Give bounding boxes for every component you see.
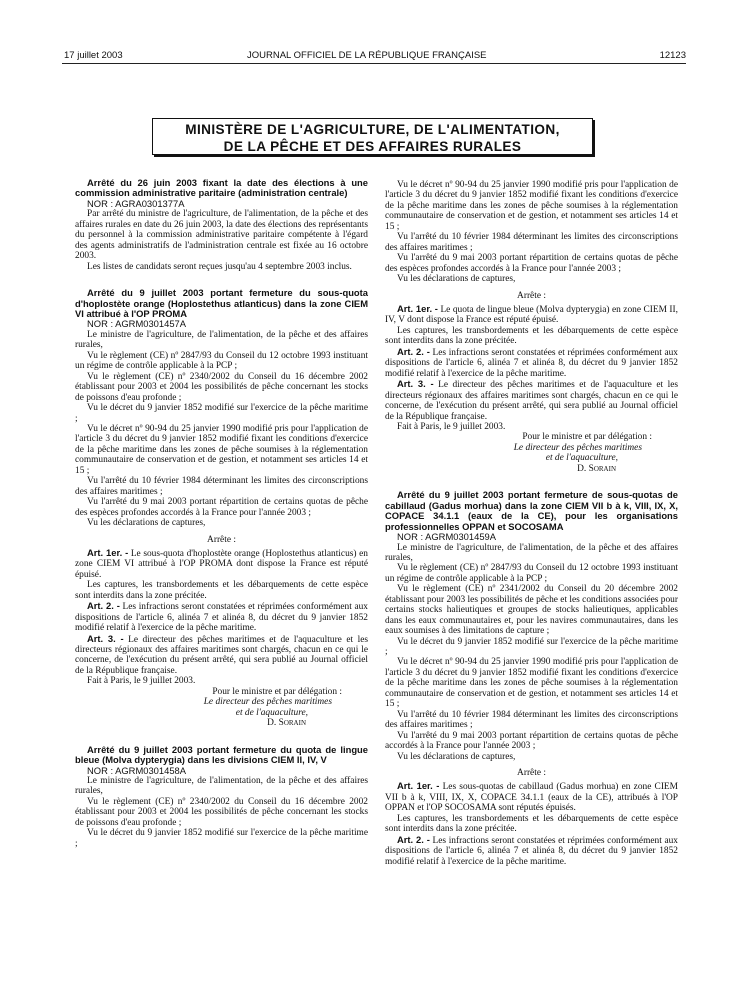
paragraph: Vu l'arrêté du 10 février 1984 déterminant les limites des circonscriptions des affaires maritimes ;	[385, 232, 678, 253]
header-journal-title: JOURNAL OFFICIEL DE LA RÉPUBLIQUE FRANÇAISE	[247, 50, 487, 61]
decree-lingue-bleue-continued	[385, 180, 678, 474]
paragraph: Vu le décret nº 90-94 du 25 janvier 1990 modifié pris pour l'application de l'article 3 du décret du 9 janvier 1852 modifié fixant les conditions d'exercice de la pêche maritime dans les zones de pêche soumises à la réglementation communautaire de conservation et de gestion, et notamment ses articles 14 et 15 ;	[385, 657, 678, 710]
paragraph: Les captures, les transbordements et les débarquements de cette espèce sont interdits dans la zone précitée.	[385, 813, 678, 835]
paragraph: Vu l'arrêté du 10 février 1984 déterminant les limites des circonscriptions des affaires maritimes ;	[75, 476, 368, 497]
fait-line: Fait à Paris, le 9 juillet 2003.	[87, 676, 196, 687]
paragraph: Vu le décret du 9 janvier 1852 modifié sur l'exercice de la pêche maritime ;	[75, 403, 368, 424]
arrete-heading: Arrête :	[517, 290, 546, 301]
signature-line: Pour le ministre et par délégation :	[522, 432, 652, 443]
arrete-heading: Arrête :	[207, 534, 236, 545]
arrete-heading: Arrête :	[517, 768, 546, 779]
paragraph: Vu le règlement (CE) nº 2847/93 du Conseil du 12 octobre 1993 instituant un régime de contrôle applicable à la PCP ;	[75, 350, 368, 372]
left-column	[75, 178, 368, 849]
article-2: Art. 2. - Les infractions seront constatées et réprimées conformément aux dispositions de l'article 6, alinéa 7 et alinéa 8, du décret du 9 janvier 1852 modifié relatif à l'exercice de la pêche maritime.	[385, 833, 678, 867]
decree-cabillaud	[385, 490, 678, 867]
right-column	[385, 180, 678, 867]
header-rule	[62, 63, 686, 64]
decree-title: Arrêté du 9 juillet 2003 portant fermeture du sous-quota d'hoplostète orange (Hoplostethus atlanticus) dans la zone CIEM VI attribué à l'OP PROMA	[75, 287, 368, 319]
decree-title: Arrêté du 9 juillet 2003 portant fermeture de sous-quotas de cabillaud (Gadus morhua) dans la zone CIEM VII b à k, VIII, IX, X, COPACE 34.1.1 (eaux de la CE), pour les organisations professionnelles OPPAN et SOCOSAMA	[385, 489, 678, 532]
paragraph: Le ministre de l'agriculture, de l'alimentation, de la pêche et des affaires rurales,	[385, 542, 678, 563]
nor-reference: NOR : AGRM0301457A	[87, 318, 187, 330]
paragraph: Vu l'arrêté du 9 mai 2003 portant répartition de certains quotas de pêche des espèces profondes accordés à la France pour l'année 2003 ;	[75, 497, 368, 518]
nor-reference: NOR : AGRA0301377A	[87, 197, 185, 209]
ministry-line-2: DE LA PÊCHE ET DES AFFAIRES RURALES	[223, 139, 522, 154]
paragraph: Vu le règlement (CE) nº 2340/2002 du Conseil du 16 décembre 2002 établissant pour 2003 et 2004 les possibilités de pêche concernant les stocks de poissons d'eau profonde ;	[75, 796, 368, 828]
article-2: Art. 2. - Les infractions seront constatées et réprimées conformément aux dispositions de l'article 6, alinéa 7 et alinéa 8, du décret du 9 janvier 1852 modifié relatif à l'exercice de la pêche maritime.	[385, 345, 678, 379]
fait-line: Fait à Paris, le 9 juillet 2003.	[397, 421, 506, 432]
signatory-name: D. Sorain	[267, 718, 306, 729]
paragraph: Vu le règlement (CE) nº 2340/2002 du Conseil du 16 décembre 2002 établissant pour 2003 et 2004 les possibilités de pêche concernant les stocks de poissons d'eau profonde ;	[75, 371, 368, 403]
paragraph: Vu le décret du 9 janvier 1852 modifié sur l'exercice de la pêche maritime ;	[75, 828, 368, 849]
decree-lingue-bleue	[75, 745, 368, 850]
page-header	[0, 50, 748, 64]
paragraph: Vu les déclarations de captures,	[397, 274, 516, 285]
paragraph: Vu le décret du 9 janvier 1852 modifié sur l'exercice de la pêche maritime ;	[385, 636, 678, 658]
nor-reference: NOR : AGRM0301458A	[87, 764, 187, 776]
signature-line: Pour le ministre et par délégation :	[212, 686, 342, 697]
decree-title: Arrêté du 9 juillet 2003 portant fermeture du quota de lingue bleue (Molva dypterygia) dans les divisions CIEM II, IV, V	[75, 743, 368, 766]
paragraph: Vu les déclarations de captures,	[87, 518, 206, 529]
paragraph: Vu le décret nº 90-94 du 25 janvier 1990 modifié pris pour l'application de l'article 3 du décret du 9 janvier 1852 modifié fixant les conditions d'exercice de la pêche maritime dans les zones de pêche soumises à la réglementation communautaire de conservation et de gestion, et notamment ses articles 14 et 15 ;	[75, 423, 368, 476]
paragraph: Les captures, les transbordements et les débarquements de cette espèce sont interdits dans la zone précitée.	[385, 325, 678, 347]
signatory-name: D. Sorain	[577, 463, 616, 474]
article-1: Art. 1er. - Le sous-quota d'hoplostète orange (Hoplostethus atlanticus) en zone CIEM VI attribué à l'OP PROMA dont dispose la France est réputé épuisé.	[75, 546, 368, 580]
signature-title: Le directeur des pêches maritimes	[513, 442, 642, 453]
signature-title: et de l'aquaculture,	[545, 453, 618, 464]
paragraph: Vu le règlement (CE) nº 2847/93 du Conseil du 12 octobre 1993 instituant un régime de contrôle applicable à la PCP ;	[385, 563, 678, 584]
article-2: Art. 2. - Les infractions seront constatées et réprimées conformément aux dispositions de l'article 6, alinéa 7 et alinéa 8, du décret du 9 janvier 1852 modifié relatif à l'exercice de la pêche maritime.	[75, 600, 368, 634]
paragraph: Par arrêté du ministre de l'agriculture, de l'alimentation, de la pêche et des affaires rurales en date du 26 juin 2003, la date des élections des représentants du personnel à la commission administrative paritaire compétente à l'égard des agents administratifs de l'administration centrale est fixée au 16 octobre 2003.	[75, 209, 368, 262]
decree-elections	[75, 178, 368, 272]
paragraph: Vu l'arrêté du 10 février 1984 déterminant les limites des circonscriptions des affaires maritimes ;	[385, 709, 678, 731]
signature-title: et de l'aquaculture,	[235, 707, 308, 718]
article-3: Art. 3. - Le directeur des pêches maritimes et de l'aquaculture et les directeurs régionaux des affaires maritimes sont chargés, chacun en ce qui le concerne, de l'exécution du présent arrêté, qui sera publié au Journal officiel de la République française.	[75, 632, 369, 676]
paragraph: Les listes de candidats seront reçues jusqu'au 4 septembre 2003 inclus.	[87, 261, 352, 272]
signature-title: Le directeur des pêches maritimes	[203, 697, 332, 708]
header-date: 17 juillet 2003	[64, 50, 123, 61]
decree-title: Arrêté du 26 juin 2003 fixant la date des élections à une commission administrative paritaire (administration centrale)	[75, 177, 368, 199]
paragraph: Vu l'arrêté du 9 mai 2003 portant répartition de certains quotas de pêche accordés à la France pour l'année 2003 ;	[385, 730, 678, 752]
decree-hoplostete	[75, 288, 368, 729]
paragraph: Vu l'arrêté du 9 mai 2003 portant répartition de certains quotas de pêche des espèces profondes accordés à la France pour l'année 2003 ;	[385, 253, 678, 274]
paragraph: Vu le règlement (CE) nº 2341/2002 du Conseil du 20 décembre 2002 établissant pour 2003 les possibilités de pêche et les conditions associées pour certains stocks halieutiques et groupes de stocks halieutiques, applicables dans les eaux communautaires et, pour les navires communautaires, dans les eaux soumises à des limitations de capture ;	[385, 584, 678, 637]
paragraph: Le ministre de l'agriculture, de l'alimentation, de la pêche et des affaires rurales,	[75, 776, 368, 797]
ministry-line-1: MINISTÈRE DE L'AGRICULTURE, DE L'ALIMENTATION,	[185, 122, 560, 137]
article-1: Art. 1er. - Les sous-quotas de cabillaud (Gadus morhua) en zone CIEM VII b à k, VIII, IX, X, COPACE 34.1.1 (eaux de la CE), attribués à l'OP OPPAN et l'OP SOCOSAMA sont réputés épuisés.	[385, 780, 678, 814]
paragraph: Vu les déclarations de captures,	[397, 751, 516, 762]
article-3: Art. 3. - Le directeur des pêches maritimes et de l'aquaculture et les directeurs régionaux des affaires maritimes sont chargés, chacun en ce qui le concerne, de l'exécution du présent arrêté, qui sera publié au Journal officiel de la République française.	[385, 378, 679, 422]
article-1: Art. 1er. - Le quota de lingue bleue (Molva dypterygia) en zone CIEM II, IV, V dont dispose la France est réputé épuisé.	[385, 302, 679, 326]
ministry-box	[152, 118, 593, 155]
paragraph: Les captures, les transbordements et les débarquements de cette espèce sont interdits dans la zone précitée.	[75, 580, 368, 601]
nor-reference: NOR : AGRM0301459A	[397, 531, 497, 543]
paragraph: Le ministre de l'agriculture, de l'alimentation, de la pêche et des affaires rurales,	[75, 329, 368, 351]
header-page-number: 12123	[659, 50, 686, 61]
paragraph: Vu le décret nº 90-94 du 25 janvier 1990 modifié pris pour l'application de l'article 3 du décret du 9 janvier 1852 modifié fixant les conditions d'exercice de la pêche maritime dans les zones de pêche soumises à la réglementation communautaire de conservation et de gestion, et notamment ses articles 14 et 15 ;	[385, 180, 678, 232]
